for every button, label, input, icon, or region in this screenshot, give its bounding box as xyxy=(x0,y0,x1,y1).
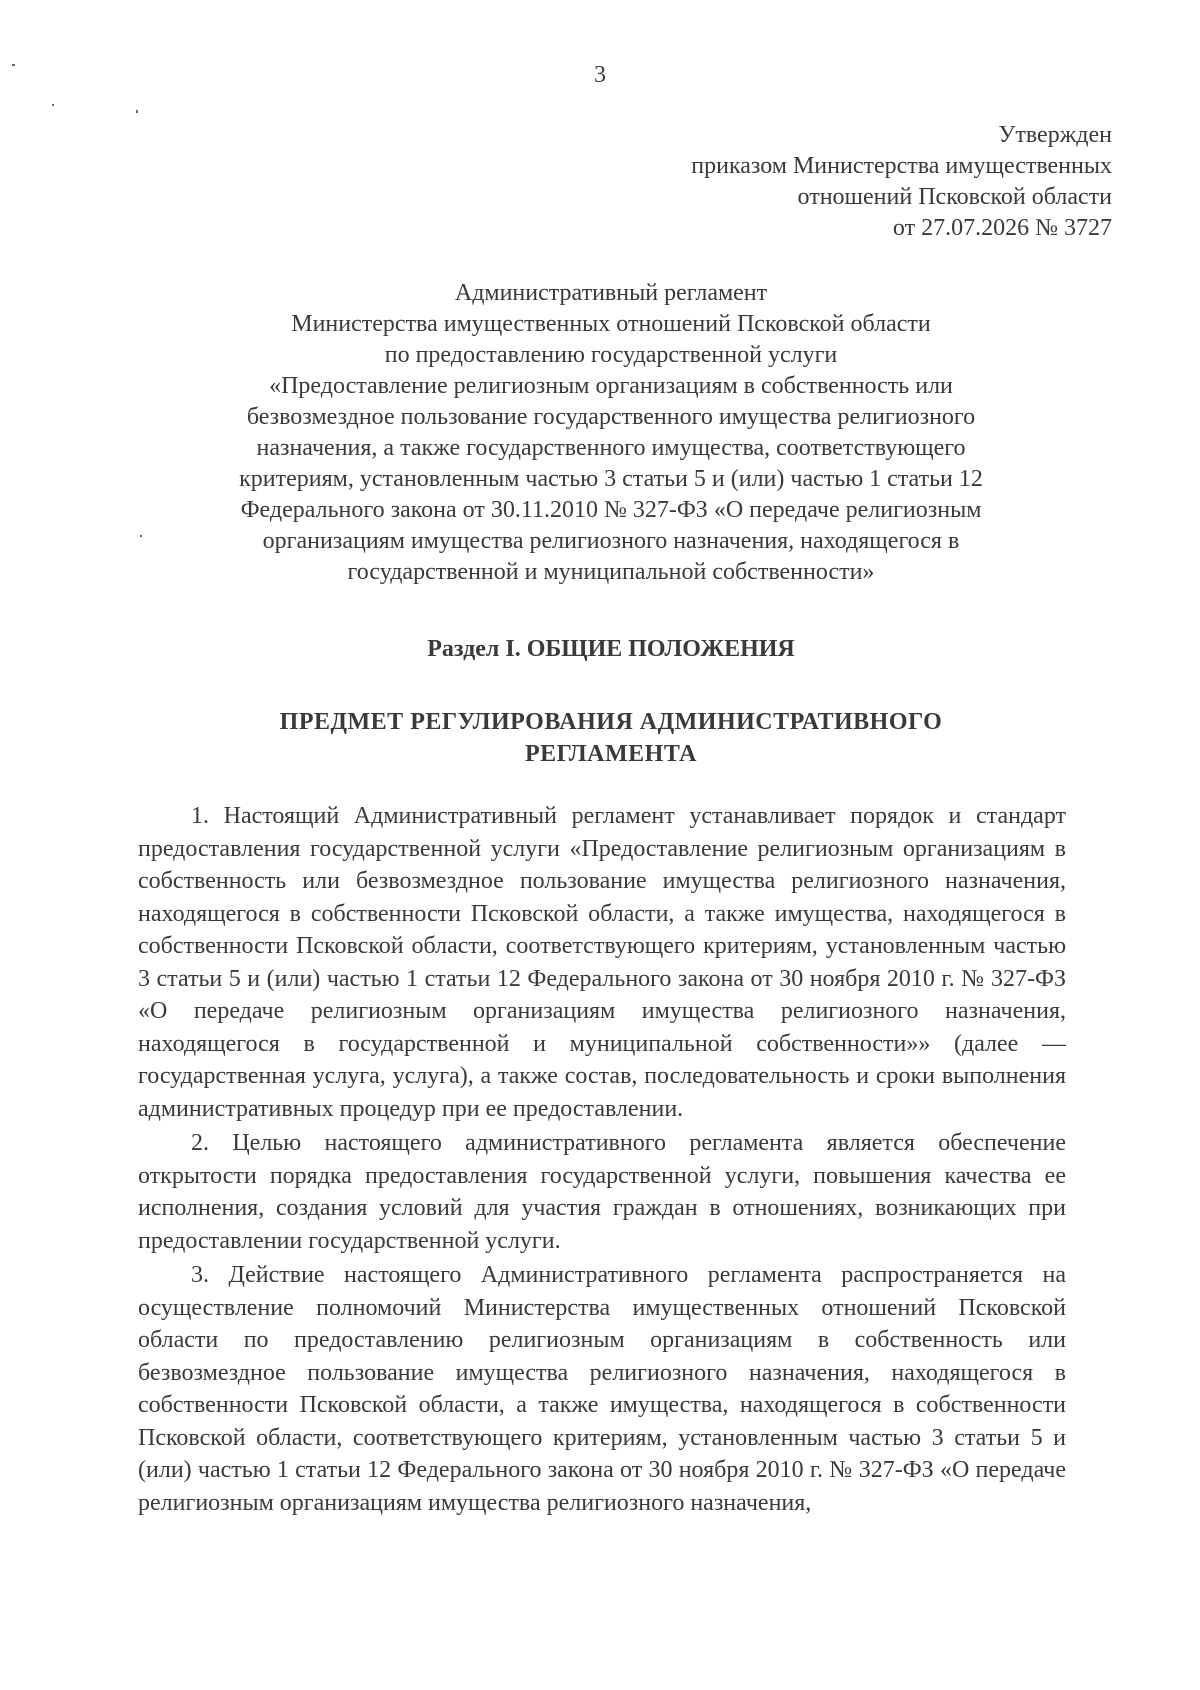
title-line: по предоставлению государственной услуги xyxy=(384,342,838,368)
approval-line: приказом Министерства имущественных xyxy=(691,153,1112,179)
paragraph-3: 3. Действие настоящего Административного регламента распространяется на осуществление полномочий Министерства имущественных отношений Псковской области по предоставлению религиозным организациям в собственность или безвозмездное пользование имущества религиозного назначения, находящегося в собственности Псковской области, а также имущества, находящегося в собственности Псковской области, соответствующего критериям, установленным частью 3 статьи 5 и (или) частью 1 статьи 12 Федерального закона от 30 ноября 2010 г. № 327-ФЗ «О передаче религиозным организациям имущества религиозного назначения, xyxy=(138,1262,1066,1516)
title-line: безвозмездное пользование государственного имущества религиозного xyxy=(246,404,976,430)
subject-heading-line: ПРЕДМЕТ РЕГУЛИРОВАНИЯ АДМИНИСТРАТИВНОГО xyxy=(279,709,943,735)
paragraph-2: 2. Целью настоящего административного регламента является обеспечение открытости порядка предоставления государственной услуги, повышения качества ее исполнения, создания условий для участия граждан в отношениях, возникающих при предоставлении государственной услуги. xyxy=(138,1130,1066,1254)
scan-speck xyxy=(52,104,54,106)
regulation-title xyxy=(150,278,1072,588)
approval-line: от 27.07.2026 № 3727 xyxy=(892,215,1112,241)
title-line: назначения, а также государственного имущества, соответствующего xyxy=(256,435,966,461)
scan-speck xyxy=(140,535,142,537)
title-line: организациям имущества религиозного назначения, находящегося в xyxy=(262,528,960,554)
paragraph-1: 1. Настоящий Административный регламент устанавливает порядок и стандарт предоставления государственной услуги «Предоставление религиозным организациям в собственность или безвозмездное пользование имущества религиозного назначения, находящегося в собственности Псковской области, а также имущества, находящегося в собственности Псковской области, соответствующего критериям, установленным частью 3 статьи 5 и (или) частью 1 статьи 12 Федерального закона от 30 ноября 2010 г. № 327-ФЗ «О передаче религиозным организациям имущества религиозного назначения, находящегося в государственной и муниципальной собственности»» (далее — государственная услуга, услуга), а также состав, последовательность и сроки выполнения административных процедур при ее предоставлении. xyxy=(138,803,1066,1122)
approval-block xyxy=(691,120,1112,244)
body-text xyxy=(138,800,1066,1519)
title-line: государственной и муниципальной собственности» xyxy=(347,559,875,585)
subject-heading xyxy=(150,706,1072,770)
title-line: «Предоставление религиозным организациям в собственность или xyxy=(269,373,953,399)
title-line: Административный регламент xyxy=(454,280,768,306)
title-line: Федерального закона от 30.11.2010 № 327-ФЗ «О передаче религиозным xyxy=(240,497,982,523)
section-heading: Раздел I. ОБЩИЕ ПОЛОЖЕНИЯ xyxy=(427,636,795,662)
subject-heading-line: РЕГЛАМЕНТА xyxy=(524,741,697,767)
approval-line: Утвержден xyxy=(998,122,1112,148)
page-number: 3 xyxy=(594,62,606,88)
approval-line: отношений Псковской области xyxy=(797,184,1112,210)
title-line: Министерства имущественных отношений Псковской области xyxy=(291,311,931,337)
scan-speck xyxy=(136,110,138,113)
title-line: критериям, установленным частью 3 статьи 5 и (или) частью 1 статьи 12 xyxy=(239,466,983,492)
